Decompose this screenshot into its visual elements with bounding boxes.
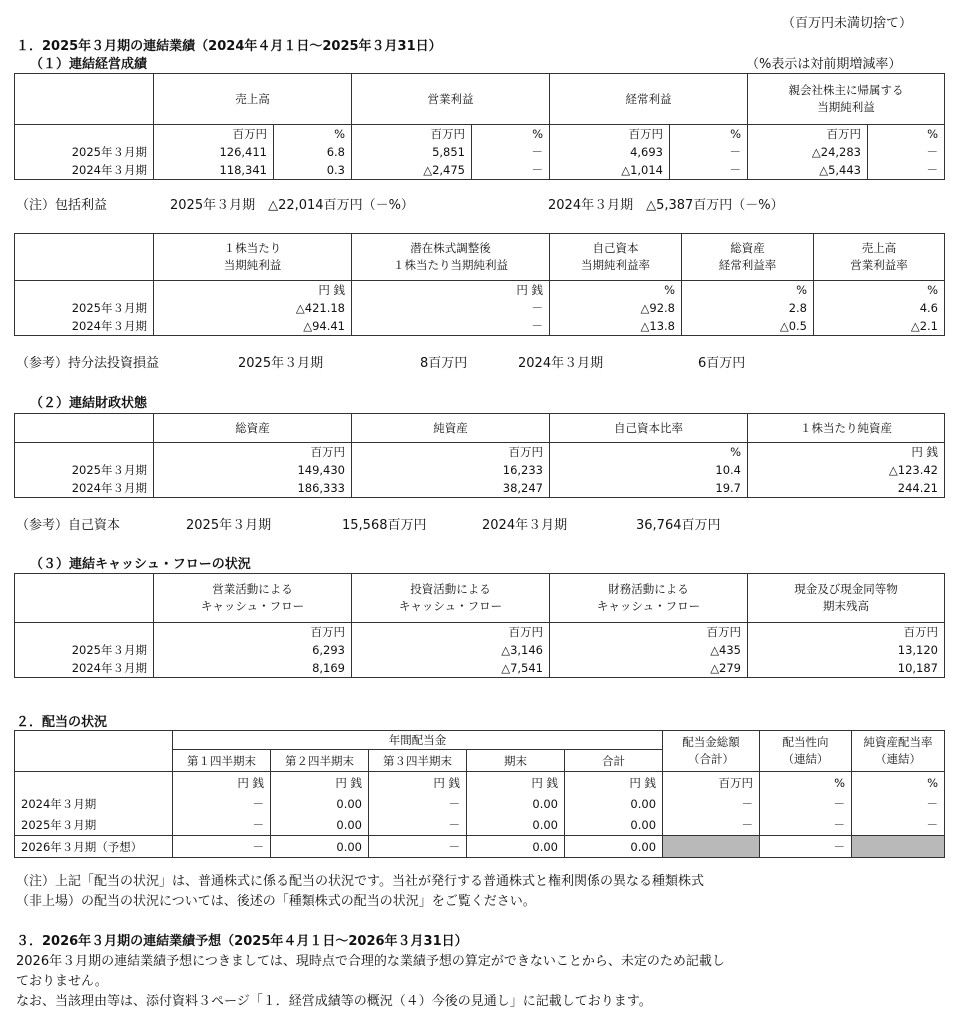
header-roe: 自己資本 当期純利益率 [550,234,682,281]
table-row [15,161,945,180]
forecast-text-line2: ておりません。 [16,974,108,989]
header-q1: 第１四半期末 [173,750,271,772]
value-cell: 0.00 [271,836,369,858]
table-row [15,659,945,678]
value-cell: 10.4 [550,461,748,479]
equity-capital-2025-label: 2025年３月期 [186,518,272,533]
equity-capital-label: （参考）自己資本 [16,518,121,533]
row-label: 2025年３月期 [15,143,154,161]
header-cash-balance: 現金及び現金同等物 期末残高 [748,574,945,623]
unit-cell: 百万円 [352,623,550,642]
value-cell: 0.00 [271,793,369,814]
value-cell: － [670,143,748,161]
value-cell: － [173,836,271,858]
equity-capital-2024-label: 2024年３月期 [482,518,568,533]
value-cell: 6,293 [154,641,352,659]
value-cell: △279 [550,659,748,678]
value-cell: 0.00 [271,814,369,836]
value-cell: 0.00 [565,793,663,814]
header-year-end: 期末 [467,750,565,772]
header-eps: １株当たり 当期純利益 [154,234,352,281]
table-row [15,299,945,317]
header-q2: 第２四半期末 [271,750,369,772]
blank-label [15,281,154,300]
value-cell: 19.7 [550,479,748,498]
value-cell: 0.00 [467,793,565,814]
cash-flow-table [14,573,945,678]
row-label: 2024年３月期 [15,793,173,814]
value-cell: 5,851 [352,143,472,161]
unit-cell: 百万円 [154,125,274,144]
row-label: 2024年３月期 [15,479,154,498]
row-label: 2024年３月期 [15,161,154,180]
value-cell: － [868,161,945,180]
value-cell: 0.00 [467,836,565,858]
financial-position-table [14,413,945,498]
unit-cell: % [550,443,748,462]
header-net-assets: 純資産 [352,414,550,443]
value-cell: △1,014 [550,161,670,180]
unit-cell: 百万円 [352,443,550,462]
unit-cell: % [868,125,945,144]
header-equity-ratio: 自己資本比率 [550,414,748,443]
table-row [15,814,945,836]
value-cell: － [352,317,550,336]
unit-cell: 百万円 [154,443,352,462]
table-row [15,461,945,479]
header-roa: 総資産 経常利益率 [682,234,814,281]
header-doe: 純資産配当率 （連結） [852,731,945,772]
header-ordinary-profit: 経常利益 [550,74,748,125]
unit-cell: 百万円 [352,125,472,144]
operating-results-table [14,73,945,180]
per-share-table [14,233,945,336]
value-cell: － [760,793,852,814]
value-cell: 4.6 [814,299,945,317]
comprehensive-income-2025: 2025年３月期 △22,014百万円（－%） [170,198,414,213]
value-cell: － [352,299,550,317]
subsection-operating-results: （１）連結経営成績 [30,57,148,72]
header-operating-cf: 営業活動による キャッシュ・フロー [154,574,352,623]
header-q3: 第３四半期末 [369,750,467,772]
value-cell: － [173,793,271,814]
value-cell: － [868,143,945,161]
unit-cell: % [550,281,682,300]
value-cell: △7,541 [352,659,550,678]
table-row [15,317,945,336]
shaded-cell [852,836,945,858]
unit-cell: 円 銭 [352,281,550,300]
value-cell: － [663,793,760,814]
header-operating-margin: 売上高 営業利益率 [814,234,945,281]
forecast-text-line3: なお、当該理由等は、添付資料３ページ「１．経営成績等の概況（４）今後の見通し」に記載しております。 [16,994,652,1009]
unit-cell: 百万円 [748,623,945,642]
value-cell: 4,693 [550,143,670,161]
unit-cell: % [814,281,945,300]
blank-corner [15,574,154,623]
percent-note: （%表示は対前期増減率） [746,57,902,72]
table-row [15,836,945,858]
unit-cell: % [852,772,945,794]
value-cell: － [760,836,852,858]
unit-cell: 円 銭 [154,281,352,300]
value-cell: △13.8 [550,317,682,336]
header-total: 合計 [565,750,663,772]
row-label: 2024年３月期 [15,317,154,336]
blank-label [15,623,154,642]
dividends-table [14,730,945,858]
value-cell: － [173,814,271,836]
value-cell: － [852,793,945,814]
value-cell: 8,169 [154,659,352,678]
equity-capital-2025-value: 15,568百万円 [342,518,427,533]
blank-corner [15,414,154,443]
blank-label [15,772,173,794]
value-cell: △435 [550,641,748,659]
table-row [15,793,945,814]
row-label: 2025年３月期 [15,814,173,836]
comprehensive-income-label: （注）包括利益 [16,198,108,213]
unit-cell: 円 銭 [173,772,271,794]
header-diluted-eps: 潜在株式調整後 １株当たり当期純利益 [352,234,550,281]
equity-capital-2024-value: 36,764百万円 [636,518,721,533]
value-cell: － [760,814,852,836]
unit-cell: % [682,281,814,300]
value-cell: △24,283 [748,143,868,161]
value-cell: 6.8 [274,143,352,161]
value-cell: △3,146 [352,641,550,659]
header-financing-cf: 財務活動による キャッシュ・フロー [550,574,748,623]
unit-note: （百万円未満切捨て） [782,16,913,31]
header-total-assets: 総資産 [154,414,352,443]
header-operating-profit: 営業利益 [352,74,550,125]
row-label: 2025年３月期 [15,299,154,317]
table-row [15,479,945,498]
unit-cell: 円 銭 [467,772,565,794]
value-cell: 0.00 [565,814,663,836]
unit-cell: 百万円 [550,125,670,144]
header-total-dividends: 配当金総額 （合計） [663,731,760,772]
value-cell: 244.21 [748,479,945,498]
value-cell: － [663,814,760,836]
subsection-cash-flows: （３）連結キャッシュ・フローの状況 [30,557,251,572]
value-cell: △5,443 [748,161,868,180]
table-row [15,641,945,659]
value-cell: 0.00 [467,814,565,836]
value-cell: △421.18 [154,299,352,317]
equity-method-2025-label: 2025年３月期 [238,356,324,371]
row-label: 2025年３月期 [15,461,154,479]
unit-cell: % [760,772,852,794]
value-cell: － [670,161,748,180]
value-cell: 149,430 [154,461,352,479]
header-net-income: 親会社株主に帰属する 当期純利益 [748,74,945,125]
unit-cell: 百万円 [663,772,760,794]
value-cell: － [472,161,550,180]
header-investing-cf: 投資活動による キャッシュ・フロー [352,574,550,623]
forecast-text-line1: 2026年３月期の連結業績予想につきましては、現時点で合理的な業績予想の算定ができないことから、未定のため記載し [16,954,725,969]
value-cell: 10,187 [748,659,945,678]
section3-heading: ３．2026年３月期の連結業績予想（2025年４月１日～2026年３月31日） [16,934,468,949]
unit-cell: 円 銭 [565,772,663,794]
value-cell: 126,411 [154,143,274,161]
row-label: 2024年３月期 [15,659,154,678]
blank-corner [15,731,173,772]
row-label: 2026年３月期（予想） [15,836,173,858]
section1-heading: １．2025年３月期の連結業績（2024年４月１日～2025年３月31日） [16,39,442,54]
table-row [15,143,945,161]
unit-cell: 百万円 [154,623,352,642]
dividend-note-line1: （注）上記「配当の状況」は、普通株式に係る配当の状況です。当社が発行する普通株式と権利関係の異なる種類株式 [16,874,704,889]
blank-label [15,125,154,144]
unit-cell: 百万円 [748,125,868,144]
value-cell: △123.42 [748,461,945,479]
value-cell: － [369,814,467,836]
dividend-note-line2: （非上場）の配当の状況については、後述の「種類株式の配当の状況」をご覧ください。 [16,894,536,909]
subsection-financial-position: （２）連結財政状態 [30,396,148,411]
value-cell: 16,233 [352,461,550,479]
blank-corner [15,74,154,125]
unit-cell: 円 銭 [748,443,945,462]
blank-corner [15,234,154,281]
value-cell: － [369,836,467,858]
unit-cell: % [472,125,550,144]
blank-label [15,443,154,462]
value-cell: 0.00 [565,836,663,858]
unit-cell: % [670,125,748,144]
value-cell: 186,333 [154,479,352,498]
unit-cell: % [274,125,352,144]
value-cell: 0.3 [274,161,352,180]
equity-method-2024-value: 6百万円 [698,356,746,371]
unit-cell: 円 銭 [369,772,467,794]
value-cell: － [369,793,467,814]
header-payout-ratio: 配当性向 （連結） [760,731,852,772]
value-cell: 38,247 [352,479,550,498]
unit-cell: 円 銭 [271,772,369,794]
unit-cell: 百万円 [550,623,748,642]
header-annual-dividends: 年間配当金 [173,731,663,750]
header-net-sales: 売上高 [154,74,352,125]
value-cell: － [852,814,945,836]
value-cell: △92.8 [550,299,682,317]
shaded-cell [663,836,760,858]
row-label: 2025年３月期 [15,641,154,659]
value-cell: △2.1 [814,317,945,336]
value-cell: △94.41 [154,317,352,336]
value-cell: △2,475 [352,161,472,180]
header-bps: １株当たり純資産 [748,414,945,443]
value-cell: 13,120 [748,641,945,659]
equity-method-label: （参考）持分法投資損益 [16,356,160,371]
value-cell: △0.5 [682,317,814,336]
value-cell: 118,341 [154,161,274,180]
value-cell: － [472,143,550,161]
comprehensive-income-2024: 2024年３月期 △5,387百万円（－%） [548,198,784,213]
value-cell: 2.8 [682,299,814,317]
equity-method-2024-label: 2024年３月期 [518,356,604,371]
equity-method-2025-value: 8百万円 [420,356,468,371]
section2-heading: ２．配当の状況 [16,715,108,730]
